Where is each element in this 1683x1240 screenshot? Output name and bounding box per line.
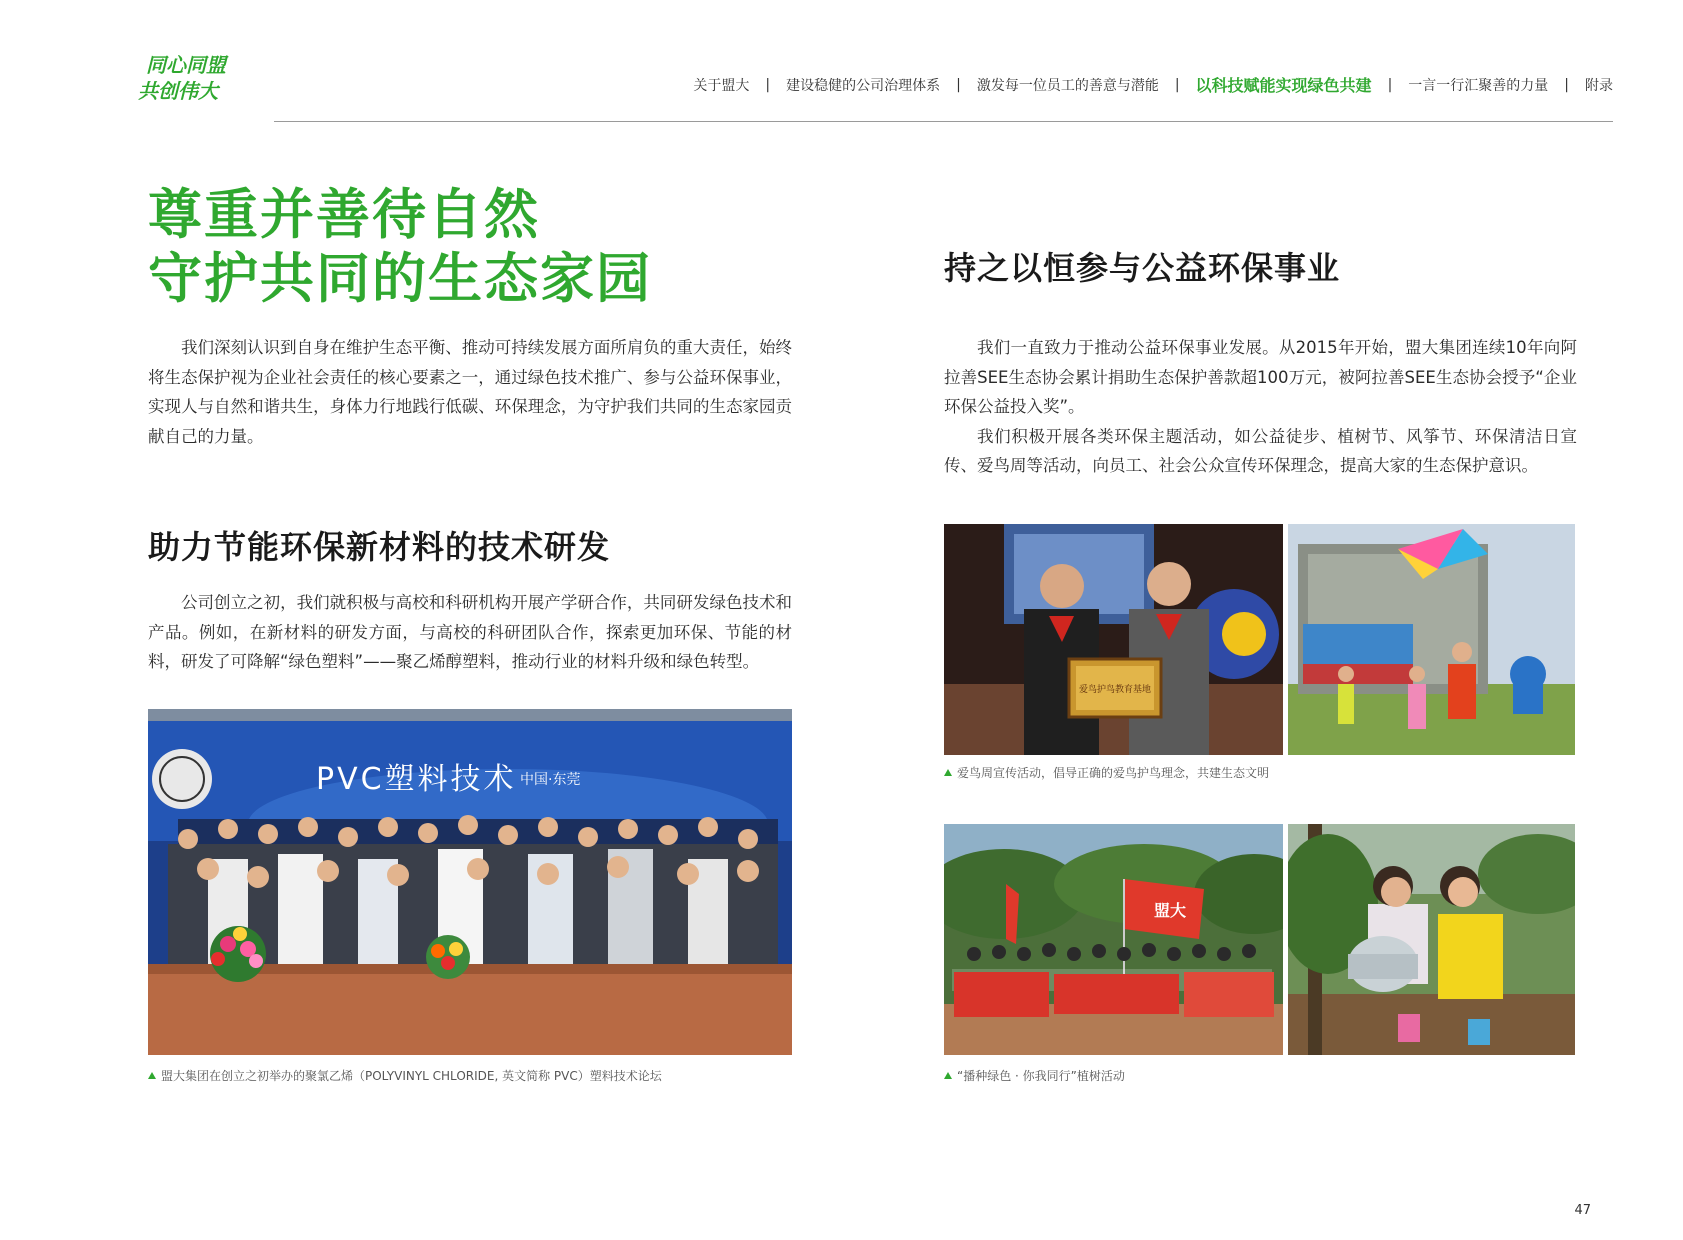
tree-planting-caption (944, 1067, 1125, 1084)
nav-employees[interactable]: 激发每一位员工的善意与潜能 (976, 77, 1159, 94)
kite-festival-photo (1288, 524, 1575, 755)
slogan-line-1: 同心同盟 (146, 53, 226, 77)
charity-text-2: 我们积极开展各类环保主题活动，如公益徒步、植树节、风筝节、环保清洁日宣传、爱鸟周等活动，向员工、社会公众宣传环保理念，提高大家的生态保护意识。 (944, 426, 1577, 475)
page-title-line-2: 守护共同的生态家园 (148, 247, 652, 310)
tree-planting-group-photo (944, 824, 1283, 1055)
nav-separator: | (1564, 76, 1569, 93)
page-number: 47 (1574, 1203, 1591, 1218)
bird-week-caption-text: 爱鸟周宣传活动，倡导正确的爱鸟护鸟理念，共建生态文明 (957, 766, 1270, 780)
kids-watering-photo (1288, 824, 1575, 1055)
caption-triangle-icon (148, 1072, 156, 1079)
tree-planting-caption-text: “播种绿色 · 你我同行”植树活动 (957, 1069, 1125, 1083)
charity-text-1: 我们一直致力于推动公益环保事业发展。从2015年开始，盟大集团连续10年向阿拉善SEE生态协会累计捐助生态保护善款超100万元，被阿拉善SEE生态协会授予“企业环保公益投入奖”。 (944, 338, 1577, 416)
section-title-materials: 助力节能环保新材料的技术研发 (148, 528, 611, 566)
caption-triangle-icon (944, 1072, 952, 1079)
slogan-line-2: 共创伟大 (138, 79, 218, 103)
bird-week-caption (944, 764, 1269, 781)
page-title (148, 183, 652, 311)
nav-governance[interactable]: 建设稳健的公司治理体系 (786, 77, 941, 94)
nav-community[interactable]: 一言一行汇聚善的力量 (1408, 77, 1549, 94)
nav-separator: | (956, 76, 961, 93)
bird-week-plaque-photo (944, 524, 1283, 755)
intro-text: 我们深刻认识到自身在维护生态平衡、推动可持续发展方面所肩负的重大责任，始终将生态保护视为企业社会责任的核心要素之一，通过绿色技术推广、参与公益环保事业，实现人与自然和谐共生，身体力行地践行低碳、环保理念，为守护我们共同的生态家园贡献自己的力量。 (148, 338, 792, 446)
pvc-banner-text: PVC塑料技术 (316, 762, 517, 797)
nav-about[interactable]: 关于盟大 (693, 77, 750, 94)
charity-paragraphs (944, 333, 1577, 481)
plaque-text: 爱鸟护鸟教育基地 (1078, 685, 1152, 695)
materials-text: 公司创立之初，我们就积极与高校和科研机构开展产学研合作，共同研发绿色技术和产品。例如，在新材料的研发方面，与高校的科研团队合作，探索更加环保、节能的材料，研发了可降解“绿色塑料”——聚乙烯醇塑料，推动行业的材料升级和绿色转型。 (148, 593, 792, 671)
nav-appendix[interactable]: 附录 (1585, 77, 1613, 94)
nav-green-tech[interactable]: 以科技赋能实现绿色共建 (1195, 76, 1372, 95)
pvc-forum-photo (148, 709, 792, 1055)
intro-paragraph (148, 333, 792, 451)
header-divider (274, 121, 1613, 122)
materials-paragraph (148, 588, 792, 677)
section-title-charity: 持之以恒参与公益环保事业 (944, 249, 1341, 287)
caption-triangle-icon (944, 769, 952, 776)
pvc-caption-text: 盟大集团在创立之初举办的聚氯乙烯（POLYVINYL CHLORIDE, 英文简称 PVC）塑料技术论坛 (161, 1069, 662, 1083)
nav-separator: | (765, 76, 771, 93)
top-navigation (693, 73, 1613, 96)
flag-text: 盟大 (1154, 901, 1187, 920)
nav-separator: | (1174, 76, 1180, 93)
nav-separator: | (1387, 76, 1393, 93)
slogan (138, 52, 226, 104)
page-title-line-1: 尊重并善待自然 (148, 183, 540, 246)
pvc-banner-subtext: 中国·东莞 (520, 772, 581, 788)
pvc-photo-caption (148, 1067, 662, 1084)
